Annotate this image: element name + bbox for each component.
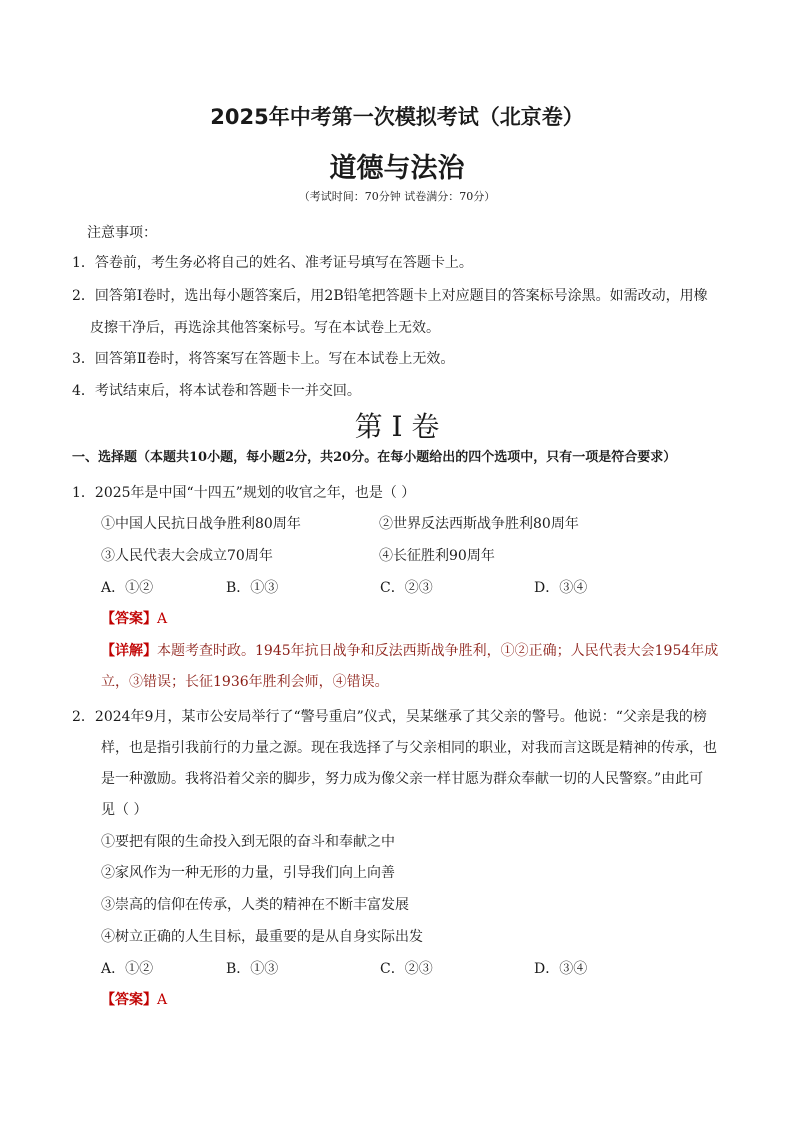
note-item: 2．回答第Ⅰ卷时，选出每小题答案后，用2B铅笔把答题卡上对应题目的答案标号涂黑。如需改动，用橡 xyxy=(72,288,708,304)
q2-stem-line: 是一种激励。我将沿着父亲的脚步，努力成为像父亲一样甘愿为群众奉献一切的人民警察。”由此可 xyxy=(101,771,704,787)
q1-option: ④长征胜利90周年 xyxy=(379,548,495,564)
exam-title: 2025年中考第一次模拟考试（北京卷） xyxy=(210,105,584,129)
q1-answer xyxy=(101,608,167,628)
exam-time: （考试时间：70分钟 试卷满分：70分） xyxy=(298,190,496,203)
section-instruction: 一、选择题（本题共10小题，每小题2分，共20分。在每小题给出的四个选项中，只有一项是符合要求） xyxy=(72,450,677,465)
q1-choice-d: D．③④ xyxy=(534,580,588,596)
q1-option: ①中国人民抗日战争胜利80周年 xyxy=(101,516,301,532)
q2-option: ③崇高的信仰在传承，人类的精神在不断丰富发展 xyxy=(101,897,409,913)
q2-option: ②家风作为一种无形的力量，引导我们向上向善 xyxy=(101,865,395,881)
detail-label: 【详解】 xyxy=(101,643,157,659)
q2-choice-d: D．③④ xyxy=(534,961,588,977)
answer-label: 【答案】 xyxy=(101,992,157,1008)
q1-detail-cont: 立，③错误；长征1936年胜利会师，④错误。 xyxy=(101,674,389,690)
q2-stem-line: 2．2024年9月，某市公安局举行了“警号重启”仪式，吴某继承了其父亲的警号。他说：“父亲是我的榜 xyxy=(72,709,707,725)
note-item: 1．答卷前，考生务必将自己的姓名、准考证号填写在答题卡上。 xyxy=(72,255,473,271)
q2-stem-line: 样，也是指引我前行的力量之源。现在我选择了与父亲相同的职业，对我而言这既是精神的传承，也 xyxy=(101,740,717,756)
q2-choice-c: C．②③ xyxy=(380,961,433,977)
note-item: 皮擦干净后，再选涂其他答案标号。写在本试卷上无效。 xyxy=(90,320,440,336)
q1-choice-c: C．②③ xyxy=(380,580,433,596)
note-item: 3．回答第Ⅱ卷时，将答案写在答题卡上。写在本试卷上无效。 xyxy=(72,351,455,367)
q2-answer xyxy=(101,989,167,1009)
q1-option: ③人民代表大会成立70周年 xyxy=(101,548,273,564)
q2-choice-a: A．①② xyxy=(101,961,154,977)
section-title: 第 I 卷 xyxy=(354,410,440,443)
q2-option: ①要把有限的生命投入到无限的奋斗和奉献之中 xyxy=(101,834,395,850)
subject-title: 道德与法治 xyxy=(329,153,465,184)
q1-choice-a: A．①② xyxy=(101,580,154,596)
notes-heading: 注意事项： xyxy=(87,225,157,241)
answer-label: 【答案】 xyxy=(101,611,157,627)
q2-stem-line: 见（ ） xyxy=(101,802,148,818)
q1-choice-b: B．①③ xyxy=(226,580,279,596)
q1-detail xyxy=(101,640,718,660)
answer-value: A xyxy=(157,611,168,627)
q2-choice-b: B．①③ xyxy=(226,961,279,977)
note-item: 4．考试结束后，将本试卷和答题卡一并交回。 xyxy=(72,383,361,399)
detail-text: 本题考查时政。1945年抗日战争和反法西斯战争胜利，①②正确；人民代表大会1954年成 xyxy=(157,643,719,659)
q1-option: ②世界反法西斯战争胜利80周年 xyxy=(379,516,579,532)
q1-stem: 1．2025年是中国“十四五”规划的收官之年，也是（ ） xyxy=(72,485,416,501)
answer-value: A xyxy=(157,992,168,1008)
q2-option: ④树立正确的人生目标，最重要的是从自身实际出发 xyxy=(101,929,423,945)
